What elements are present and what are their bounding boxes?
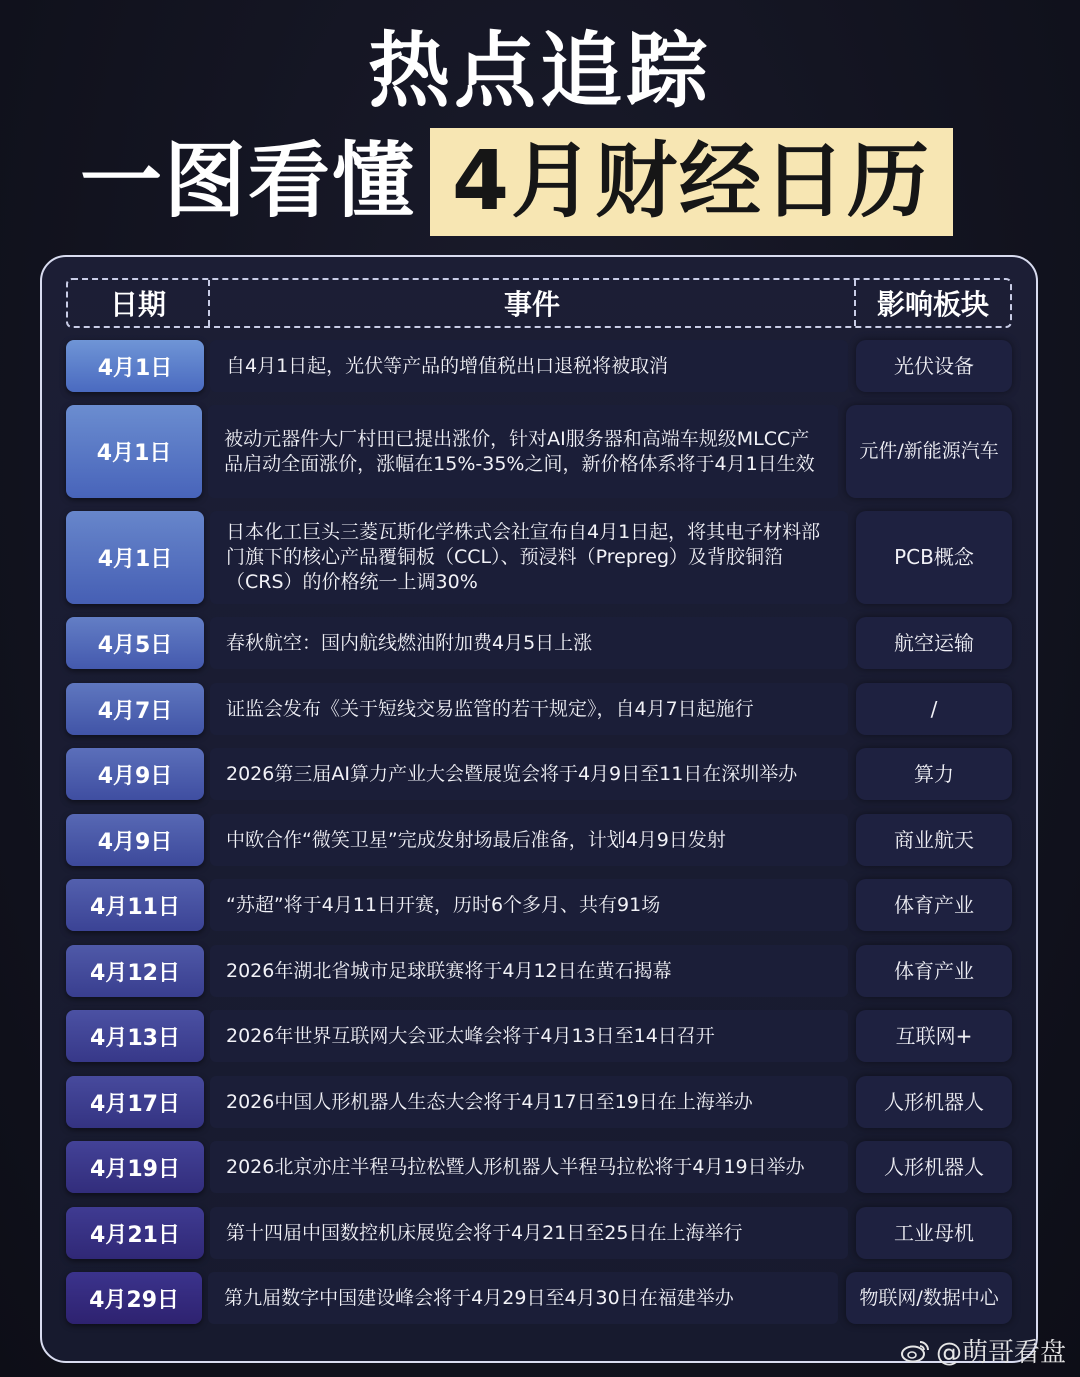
table-header [66, 278, 1012, 328]
table-row [66, 814, 1012, 866]
row-date: 4月1日 [66, 405, 202, 498]
row-sector: 人形机器人 [856, 1076, 1012, 1128]
row-date: 4月21日 [66, 1207, 204, 1259]
table-row [66, 511, 1012, 604]
row-event: 2026中国人形机器人生态大会将于4月17日至19日在上海举办 [210, 1076, 848, 1128]
table-row [66, 617, 1012, 669]
watermark [900, 1332, 1066, 1369]
row-sector: PCB概念 [856, 511, 1012, 604]
table-row [66, 1076, 1012, 1128]
table-row [66, 879, 1012, 931]
header-sector: 影响板块 [876, 288, 989, 321]
row-date: 4月1日 [66, 511, 204, 604]
row-event: 2026年世界互联网大会亚太峰会将于4月13日至14日召开 [210, 1010, 848, 1062]
row-date: 4月5日 [66, 617, 204, 669]
row-event: 2026年湖北省城市足球联赛将于4月12日在黄石揭幕 [210, 945, 848, 997]
table-row [66, 1272, 1012, 1324]
watermark-text: @萌哥看盘 [935, 1338, 1066, 1368]
row-sector: 体育产业 [856, 879, 1012, 931]
row-sector: 互联网+ [856, 1010, 1012, 1062]
row-event: 第九届数字中国建设峰会将于4月29日至4月30日在福建举办 [208, 1272, 838, 1324]
subtitle-highlight: 4月财经日历 [430, 128, 953, 236]
table-row [66, 405, 1012, 498]
table-row [66, 1141, 1012, 1193]
row-event: “苏超”将于4月11日开赛，历时6个多月、共有91场 [210, 879, 848, 931]
row-sector: 工业母机 [856, 1207, 1012, 1259]
row-sector: 元件/新能源汽车 [846, 405, 1012, 498]
table-row [66, 340, 1012, 392]
row-event: 中欧合作“微笑卫星”完成发射场最后准备，计划4月9日发射 [210, 814, 848, 866]
row-event: 证监会发布《关于短线交易监管的若干规定》，自4月7日起施行 [210, 683, 848, 735]
row-sector: 光伏设备 [856, 340, 1012, 392]
row-date: 4月11日 [66, 879, 204, 931]
row-date: 4月7日 [66, 683, 204, 735]
row-event: 春秋航空：国内航线燃油附加费4月5日上涨 [210, 617, 848, 669]
table-row [66, 683, 1012, 735]
row-event: 2026北京亦庄半程马拉松暨人形机器人半程马拉松将于4月19日举办 [210, 1141, 848, 1193]
row-date: 4月12日 [66, 945, 204, 997]
row-date: 4月17日 [66, 1076, 204, 1128]
row-sector: / [856, 683, 1012, 735]
table-row [66, 945, 1012, 997]
header-event: 事件 [210, 280, 856, 326]
row-sector: 体育产业 [856, 945, 1012, 997]
table-row [66, 748, 1012, 800]
row-event: 2026第三届AI算力产业大会暨展览会将于4月9日至11日在深圳举办 [210, 748, 848, 800]
row-event: 第十四届中国数控机床展览会将于4月21日至25日在上海举行 [210, 1207, 848, 1259]
row-sector: 算力 [856, 748, 1012, 800]
row-date: 4月9日 [66, 814, 204, 866]
weibo-icon [900, 1339, 930, 1363]
row-sector: 物联网/数据中心 [846, 1272, 1012, 1324]
subtitle-plain: 一图看懂 [80, 134, 417, 229]
row-date: 4月29日 [66, 1272, 202, 1324]
row-event: 日本化工巨头三菱瓦斯化学株式会社宣布自4月1日起，将其电子材料部门旗下的核心产品覆铜板（CCL）、预浸料（Prepreg）及背胶铜箔（CRS）的价格统一上调30% [210, 511, 848, 604]
row-date: 4月1日 [66, 340, 204, 392]
page-title: 热点追踪 [367, 24, 712, 119]
row-date: 4月9日 [66, 748, 204, 800]
row-date: 4月19日 [66, 1141, 204, 1193]
row-date: 4月13日 [66, 1010, 204, 1062]
row-event: 被动元器件大厂村田已提出涨价，针对AI服务器和高端车规级MLCC产品启动全面涨价，涨幅在15%-35%之间，新价格体系将于4月1日生效 [208, 405, 838, 498]
row-sector: 商业航天 [856, 814, 1012, 866]
row-sector: 航空运输 [856, 617, 1012, 669]
table-row [66, 1207, 1012, 1259]
page-subtitle [80, 128, 953, 236]
header-date: 日期 [68, 280, 210, 326]
row-event: 自4月1日起，光伏等产品的增值税出口退税将被取消 [210, 340, 848, 392]
table-row [66, 1010, 1012, 1062]
row-sector: 人形机器人 [856, 1141, 1012, 1193]
